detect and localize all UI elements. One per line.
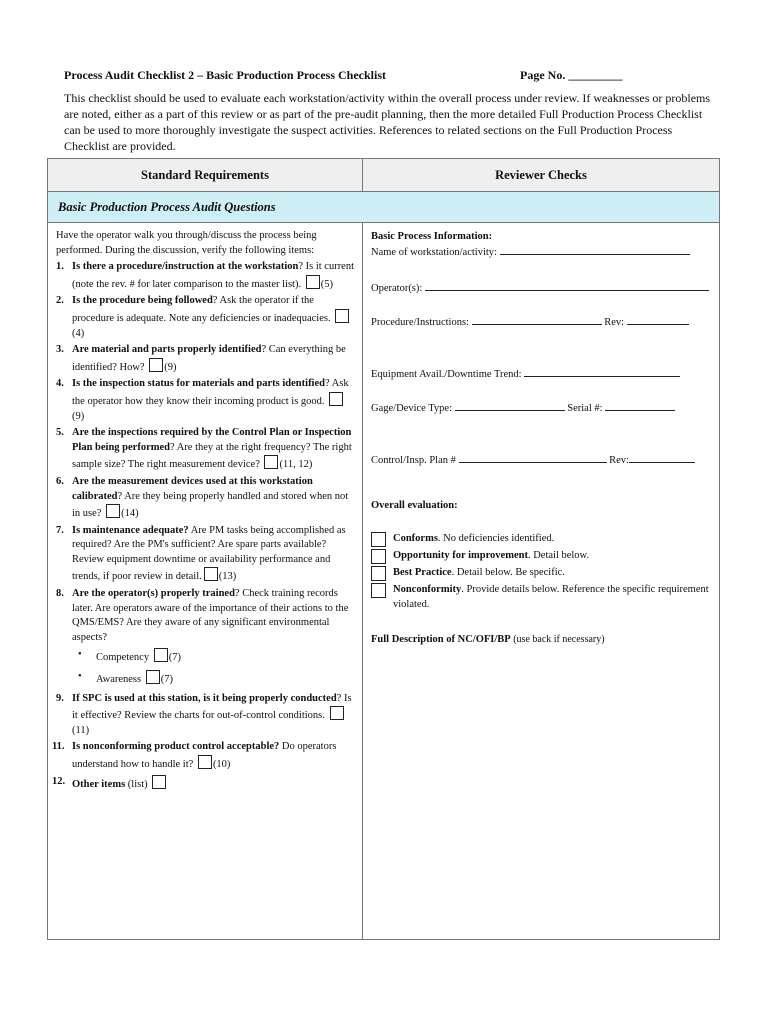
reviewer-checks-cell: [363, 223, 720, 940]
procedure-field[interactable]: Procedure/Instructions: Rev:: [371, 314, 711, 330]
intro-paragraph: This checklist should be used to evaluate each workstation/activity within the overall process under review. If weaknesses or problems are noted, either as a part of this review or as part of the pre-audit planning, then the more detailed Full Production Process Checklist can be used to more thoroughly investigate the suspect activities. References to related sections on the Full Production Process Checklist are provided.: [64, 91, 711, 153]
gage-field[interactable]: Gage/Device Type: Serial #:: [371, 400, 711, 416]
checkbox[interactable]: [371, 566, 386, 581]
question-item: 9. If SPC is used at this station, is it being properly conducted? Is it effective? Review the charts for out-of-control conditions. (11): [56, 692, 352, 736]
checkbox[interactable]: [371, 549, 386, 564]
checkbox[interactable]: [106, 504, 120, 518]
question-item: 1. Is there a procedure/instruction at the workstation? Is it current (note the rev. # for later comparison to the master list). (5): [56, 261, 355, 290]
question-item: 11. Is nonconforming product control acceptable? Do operators understand how to handle it? (10): [52, 741, 337, 770]
checkbox[interactable]: [329, 392, 343, 406]
question-item: 7. Is maintenance adequate? Are PM tasks being accomplished as required? Are the PM's sufficient? Are spare parts available? Review equipment downtime or availability performance and trends, if poor review in detail. (13): [56, 524, 346, 583]
control-plan-field[interactable]: Control/Insp. Plan # Rev:: [371, 452, 711, 468]
column-header-standard: Standard Requirements: [48, 159, 363, 192]
operators-field[interactable]: Operator(s):: [371, 280, 711, 296]
checklist-table: [47, 158, 720, 940]
checkbox[interactable]: [330, 706, 344, 720]
option-conforms[interactable]: Conforms. No deficiencies identified.: [371, 531, 711, 546]
overall-evaluation-title: Overall evaluation:: [371, 500, 458, 511]
option-nonconformity[interactable]: Nonconformity. Provide details below. Reference the specific requirement violated.: [371, 582, 711, 612]
checkbox[interactable]: [371, 583, 386, 598]
sub-item-awareness: • Awareness (7): [78, 670, 354, 688]
training-sublist: [72, 648, 354, 687]
workstation-field[interactable]: Name of workstation/activity:: [371, 244, 711, 260]
question-item: 4. Is the inspection status for materials and parts identified? Ask the operator how they know their incoming product is good. (9): [56, 378, 349, 422]
question-item: 8. Are the operator(s) properly trained? Check training records later. Are operators aware of the importance of their actions to the QMS/EMS? Are they aware of any significant environmental aspects? • Competency (7) • Awareness (7): [56, 587, 354, 688]
checkbox[interactable]: [306, 275, 320, 289]
document-title: Process Audit Checklist 2 – Basic Production Process Checklist: [64, 68, 386, 82]
equipment-field[interactable]: Equipment Avail./Downtime Trend:: [371, 366, 711, 382]
question-item: 5. Are the inspections required by the Control Plan or Inspection Plan being performed? Are they at the right frequency? The right sample size? The right measurement device? (11, 12): [56, 427, 352, 471]
question-item: 3. Are material and parts properly identified? Can everything be identified? How? (9): [56, 344, 346, 373]
checkbox[interactable]: [152, 775, 166, 789]
checkbox[interactable]: [149, 358, 163, 372]
column-header-reviewer: Reviewer Checks: [363, 159, 720, 192]
section-band: Basic Production Process Audit Questions: [48, 192, 720, 223]
question-item: 2. Is the procedure being followed? Ask the operator if the procedure is adequate. Note any deficiencies or inadequacies. (4): [56, 294, 354, 341]
full-description-label: Full Description of NC/OFI/BP (use back if necessary): [371, 634, 605, 645]
checkbox[interactable]: [335, 309, 349, 323]
checkbox[interactable]: [146, 670, 160, 684]
option-best-practice[interactable]: Best Practice. Detail below. Be specific.: [371, 565, 711, 580]
checkbox[interactable]: [264, 455, 278, 469]
option-opportunity[interactable]: Opportunity for improvement. Detail below.: [371, 548, 711, 563]
question-item: 12. Other items (list): [56, 775, 354, 793]
basic-info-title: Basic Process Information:: [371, 231, 493, 242]
evaluation-options: [371, 531, 711, 612]
checkbox[interactable]: [198, 755, 212, 769]
question-item: 6. Are the measurement devices used at this workstation calibrated? Are they being properly handled and stored when not in use? (14): [56, 475, 349, 520]
checkbox[interactable]: [154, 648, 168, 662]
lead-text: Have the operator walk you through/discuss the process being performed. During the discussion, verify the following items:: [56, 230, 317, 256]
page-number-field[interactable]: Page No. _________: [520, 68, 623, 82]
checkbox[interactable]: [371, 532, 386, 547]
checkbox[interactable]: [204, 567, 218, 581]
question-list: [52, 260, 355, 792]
standard-requirements-cell: [48, 223, 363, 940]
sub-item-competency: • Competency (7): [78, 648, 354, 666]
